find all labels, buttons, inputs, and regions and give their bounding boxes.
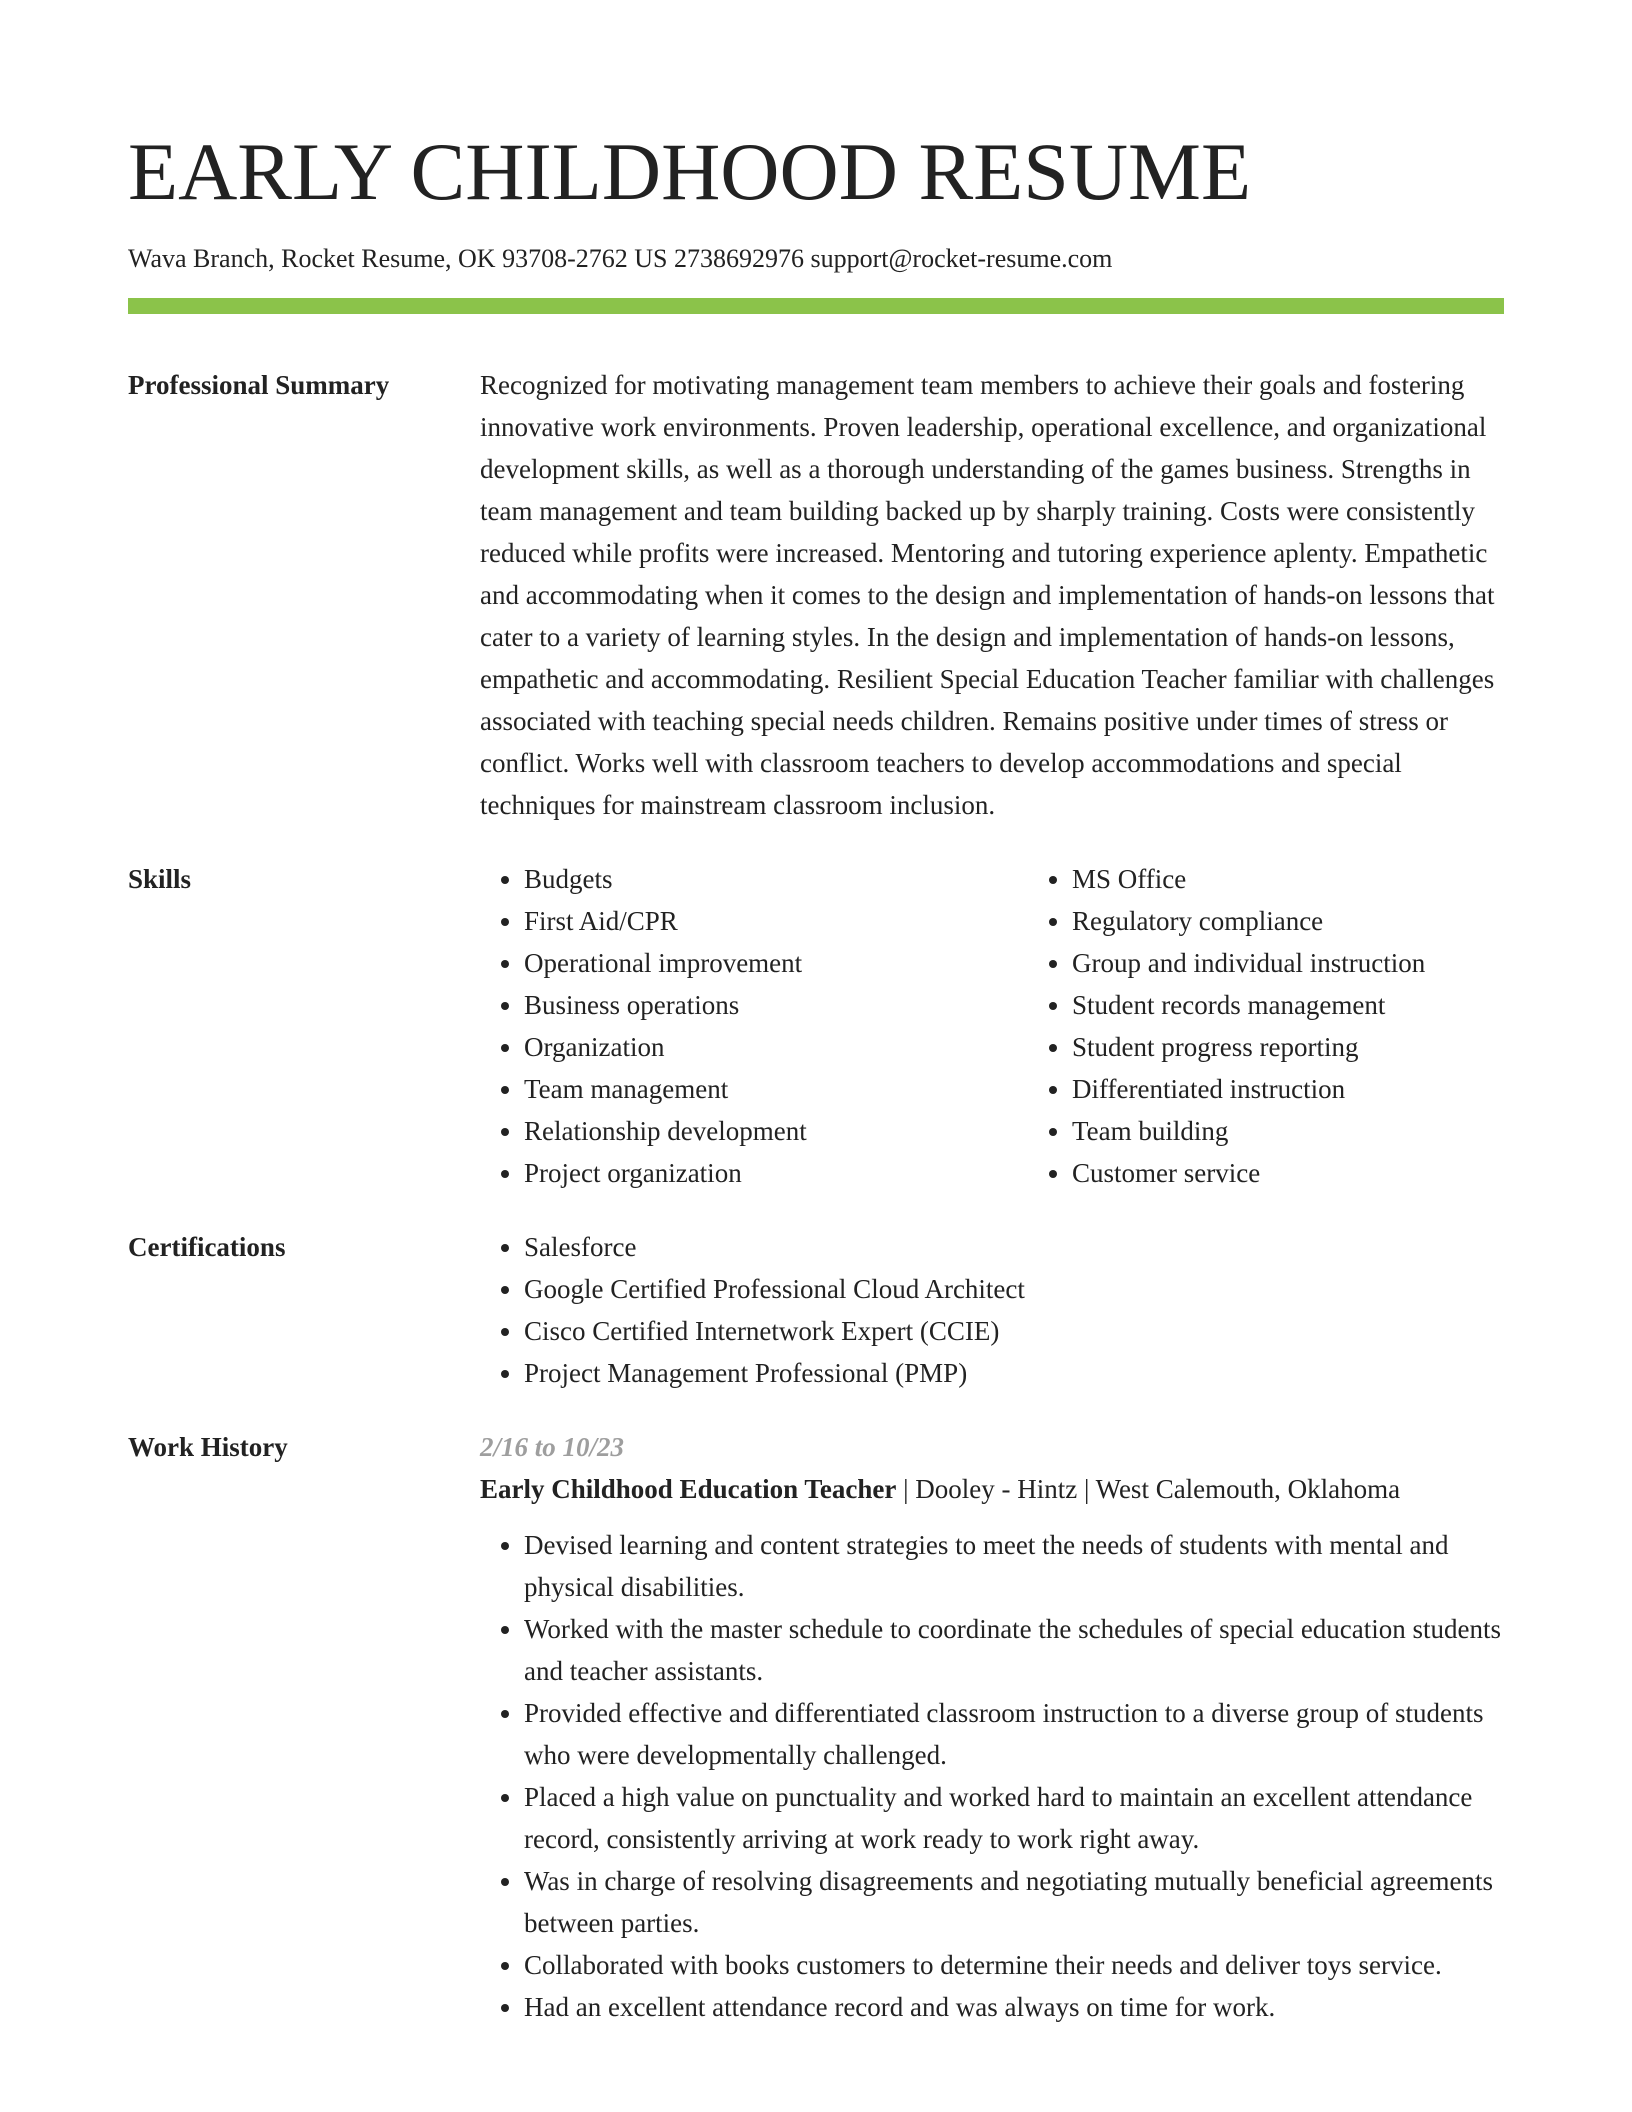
certifications-section	[128, 1226, 1504, 1394]
job-bullet: • Was in charge of resolving disagreements and negotiating mutually beneficial agreements between parties.	[524, 1860, 1504, 1944]
resume-title: EARLY CHILDHOOD RESUME	[128, 126, 1252, 217]
job-dates: 2/16 to 10/23	[480, 1432, 625, 1462]
skill-item: • Regulatory compliance	[1072, 900, 1504, 942]
skill-item: • Team building	[1072, 1110, 1504, 1152]
skill-item: • Organization	[524, 1026, 1028, 1068]
job-bullet: • Devised learning and content strategies to meet the needs of students with mental and physical disabilities.	[524, 1524, 1504, 1608]
job-bullets	[480, 1524, 1504, 2028]
contact-line: Wava Branch, Rocket Resume, OK 93708-2762 US 2738692976 support@rocket-resume.com	[128, 244, 1113, 273]
skills-list-right	[1028, 858, 1504, 1194]
job-bullet: • Worked with the master schedule to coordinate the schedules of special education students and teacher assistants.	[524, 1608, 1504, 1692]
skill-item: • Student progress reporting	[1072, 1026, 1504, 1068]
summary-section	[128, 364, 1504, 826]
work-history-section	[128, 1426, 1504, 2028]
summary-text: Recognized for motivating management team members to achieve their goals and fostering innovative work environments. Proven leadership, operational excellence, and organizational development skills, as well as a thorough understanding of the games business. Strengths in team management and team building backed up by sharply training. Costs were consistently reduced while profits were increased. Mentoring and tutoring experience aplenty. Empathetic and accommodating when it comes to the design and implementation of hands-on lessons that cater to a variety of learning styles. In the design and implementation of hands-on lessons, empathetic and accommodating. Resilient Special Education Teacher familiar with challenges associated with teaching special needs children. Remains positive under times of stress or conflict. Works well with classroom teachers to develop accommodations and special techniques for mainstream classroom inclusion.	[480, 370, 1495, 820]
certification-item: • Google Certified Professional Cloud Architect	[524, 1268, 1504, 1310]
skill-item: • Differentiated instruction	[1072, 1068, 1504, 1110]
skill-item: • Group and individual instruction	[1072, 942, 1504, 984]
skill-item: • Business operations	[524, 984, 1028, 1026]
skill-item: • Project organization	[524, 1152, 1028, 1194]
job-bullet: • Collaborated with books customers to determine their needs and deliver toys service.	[524, 1944, 1504, 1986]
job-bullet: • Placed a high value on punctuality and worked hard to maintain an excellent attendance record, consistently arriving at work ready to work right away.	[524, 1776, 1504, 1860]
skill-item: • First Aid/CPR	[524, 900, 1028, 942]
certification-item: • Salesforce	[524, 1226, 1504, 1268]
skill-item: • Relationship development	[524, 1110, 1028, 1152]
skill-item: • Customer service	[1072, 1152, 1504, 1194]
job-bullet: • Provided effective and differentiated classroom instruction to a diverse group of students who were developmentally challenged.	[524, 1692, 1504, 1776]
certification-item: • Cisco Certified Internetwork Expert (CCIE)	[524, 1310, 1504, 1352]
skill-item: • MS Office	[1072, 858, 1504, 900]
job-heading	[480, 1468, 1504, 1510]
certifications-label: Certifications	[128, 1232, 286, 1262]
resume-page	[128, 0, 1504, 2028]
skill-item: • Team management	[524, 1068, 1028, 1110]
skill-item: • Operational improvement	[524, 942, 1028, 984]
skills-label: Skills	[128, 864, 192, 894]
summary-label: Professional Summary	[128, 370, 390, 400]
skill-item: • Budgets	[524, 858, 1028, 900]
certifications-list	[480, 1226, 1504, 1394]
job-title: Early Childhood Education Teacher	[480, 1474, 897, 1504]
job-bullet: • Had an excellent attendance record and was always on time for work.	[524, 1986, 1504, 2028]
work-history-label: Work History	[128, 1432, 288, 1462]
certification-item: • Project Management Professional (PMP)	[524, 1352, 1504, 1394]
job-details: | Dooley - Hintz | West Calemouth, Oklahoma	[896, 1474, 1401, 1504]
skill-item: • Student records management	[1072, 984, 1504, 1026]
skills-section	[128, 858, 1504, 1194]
skills-list-left	[480, 858, 1028, 1194]
accent-divider	[128, 298, 1504, 314]
